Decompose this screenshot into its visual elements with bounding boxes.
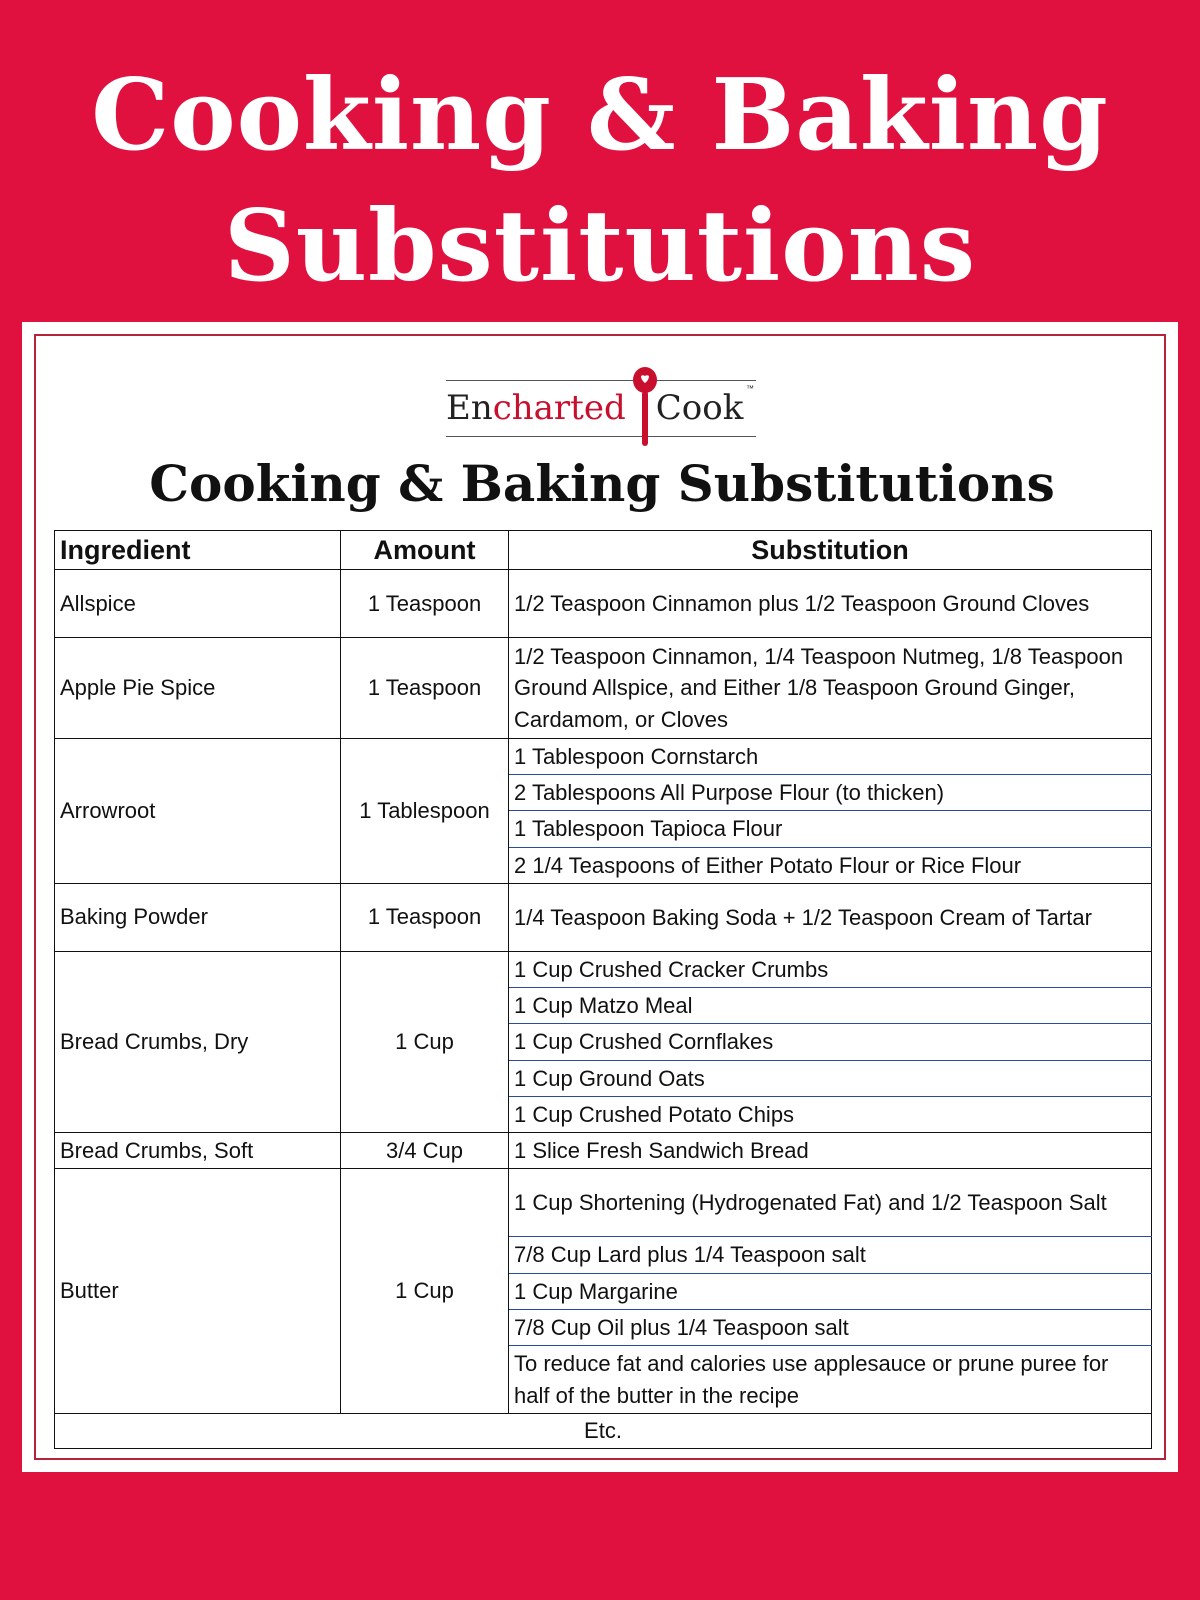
spoon-icon: [631, 366, 659, 448]
table-row: [55, 739, 1152, 775]
ingredient-cell: Apple Pie Spice: [55, 638, 341, 739]
banner-title-line2: Substitutions: [223, 189, 977, 305]
table-row: [55, 1133, 1152, 1169]
document-title: Cooking & Baking Substitutions: [149, 454, 1055, 513]
header-substitution: Substitution: [509, 531, 1152, 570]
table-row: [55, 951, 1152, 987]
amount-cell: 1 Cup: [341, 1169, 509, 1414]
amount-cell: 1 Cup: [341, 951, 509, 1132]
table-row: [55, 1169, 1152, 1237]
table-footer-etc: Etc.: [55, 1414, 1152, 1449]
table-footer-row: [55, 1414, 1152, 1449]
ingredient-cell: Butter: [55, 1169, 341, 1414]
substitution-cell: 2 1/4 Teaspoons of Either Potato Flour or Rice Flour: [509, 847, 1152, 883]
substitution-cell: 1 Cup Crushed Cornflakes: [509, 1024, 1152, 1060]
table-row: [55, 883, 1152, 951]
amount-cell: 3/4 Cup: [341, 1133, 509, 1169]
amount-cell: 1 Tablespoon: [341, 739, 509, 884]
substitution-cell: To reduce fat and calories use applesauce or prune puree for half of the butter in the recipe: [509, 1346, 1152, 1414]
substitution-cell: 2 Tablespoons All Purpose Flour (to thicken): [509, 775, 1152, 811]
logo-text-en: En: [446, 388, 493, 428]
substitution-cell: 7/8 Cup Oil plus 1/4 Teaspoon salt: [509, 1309, 1152, 1345]
logo-text-cook: Cook: [655, 388, 744, 428]
logo-text-charted: charted: [492, 388, 626, 428]
logo-wordmark: [446, 388, 743, 428]
substitution-cell: 1 Cup Crushed Cracker Crumbs: [509, 951, 1152, 987]
substitution-table: [54, 530, 1152, 1449]
substitution-cell: 1 Tablespoon Cornstarch: [509, 739, 1152, 775]
logo-rule-top: [446, 380, 756, 381]
ingredient-cell: Allspice: [55, 570, 341, 638]
amount-cell: 1 Teaspoon: [341, 883, 509, 951]
substitution-cell: 1 Cup Margarine: [509, 1273, 1152, 1309]
header-ingredient: Ingredient: [55, 531, 341, 570]
substitution-cell: 1 Cup Ground Oats: [509, 1060, 1152, 1096]
substitution-cell: 1 Cup Matzo Meal: [509, 988, 1152, 1024]
table-header-row: [55, 531, 1152, 570]
substitution-cell: 1/4 Teaspoon Baking Soda + 1/2 Teaspoon Cream of Tartar: [509, 883, 1152, 951]
substitution-cell: 1 Slice Fresh Sandwich Bread: [509, 1133, 1152, 1169]
substitution-cell: 1/2 Teaspoon Cinnamon plus 1/2 Teaspoon Ground Cloves: [509, 570, 1152, 638]
substitution-cell: 1 Tablespoon Tapioca Flour: [509, 811, 1152, 847]
logo-trademark: ™: [746, 384, 754, 393]
ingredient-cell: Baking Powder: [55, 883, 341, 951]
enchartedcook-logo: [446, 366, 776, 446]
ingredient-cell: Arrowroot: [55, 739, 341, 884]
amount-cell: 1 Teaspoon: [341, 570, 509, 638]
substitution-cell: 7/8 Cup Lard plus 1/4 Teaspoon salt: [509, 1237, 1152, 1273]
ingredient-cell: Bread Crumbs, Dry: [55, 951, 341, 1132]
table-row: [55, 570, 1152, 638]
header-amount: Amount: [341, 531, 509, 570]
card-frame: [34, 334, 1166, 1460]
substitution-cell: 1 Cup Shortening (Hydrogenated Fat) and 1/2 Teaspoon Salt: [509, 1169, 1152, 1237]
amount-cell: 1 Teaspoon: [341, 638, 509, 739]
banner-title: [0, 50, 1200, 313]
substitution-card: [22, 322, 1178, 1472]
banner-title-line1: Cooking & Baking: [91, 58, 1109, 173]
ingredient-cell: Bread Crumbs, Soft: [55, 1133, 341, 1169]
table-row: [55, 638, 1152, 739]
substitution-cell: 1/2 Teaspoon Cinnamon, 1/4 Teaspoon Nutmeg, 1/8 Teaspoon Ground Allspice, and Either 1/8 Teaspoon Ground Ginger, Cardamom, or Cloves: [509, 638, 1152, 739]
substitution-cell: 1 Cup Crushed Potato Chips: [509, 1096, 1152, 1132]
logo-rule-bottom: [446, 436, 756, 437]
